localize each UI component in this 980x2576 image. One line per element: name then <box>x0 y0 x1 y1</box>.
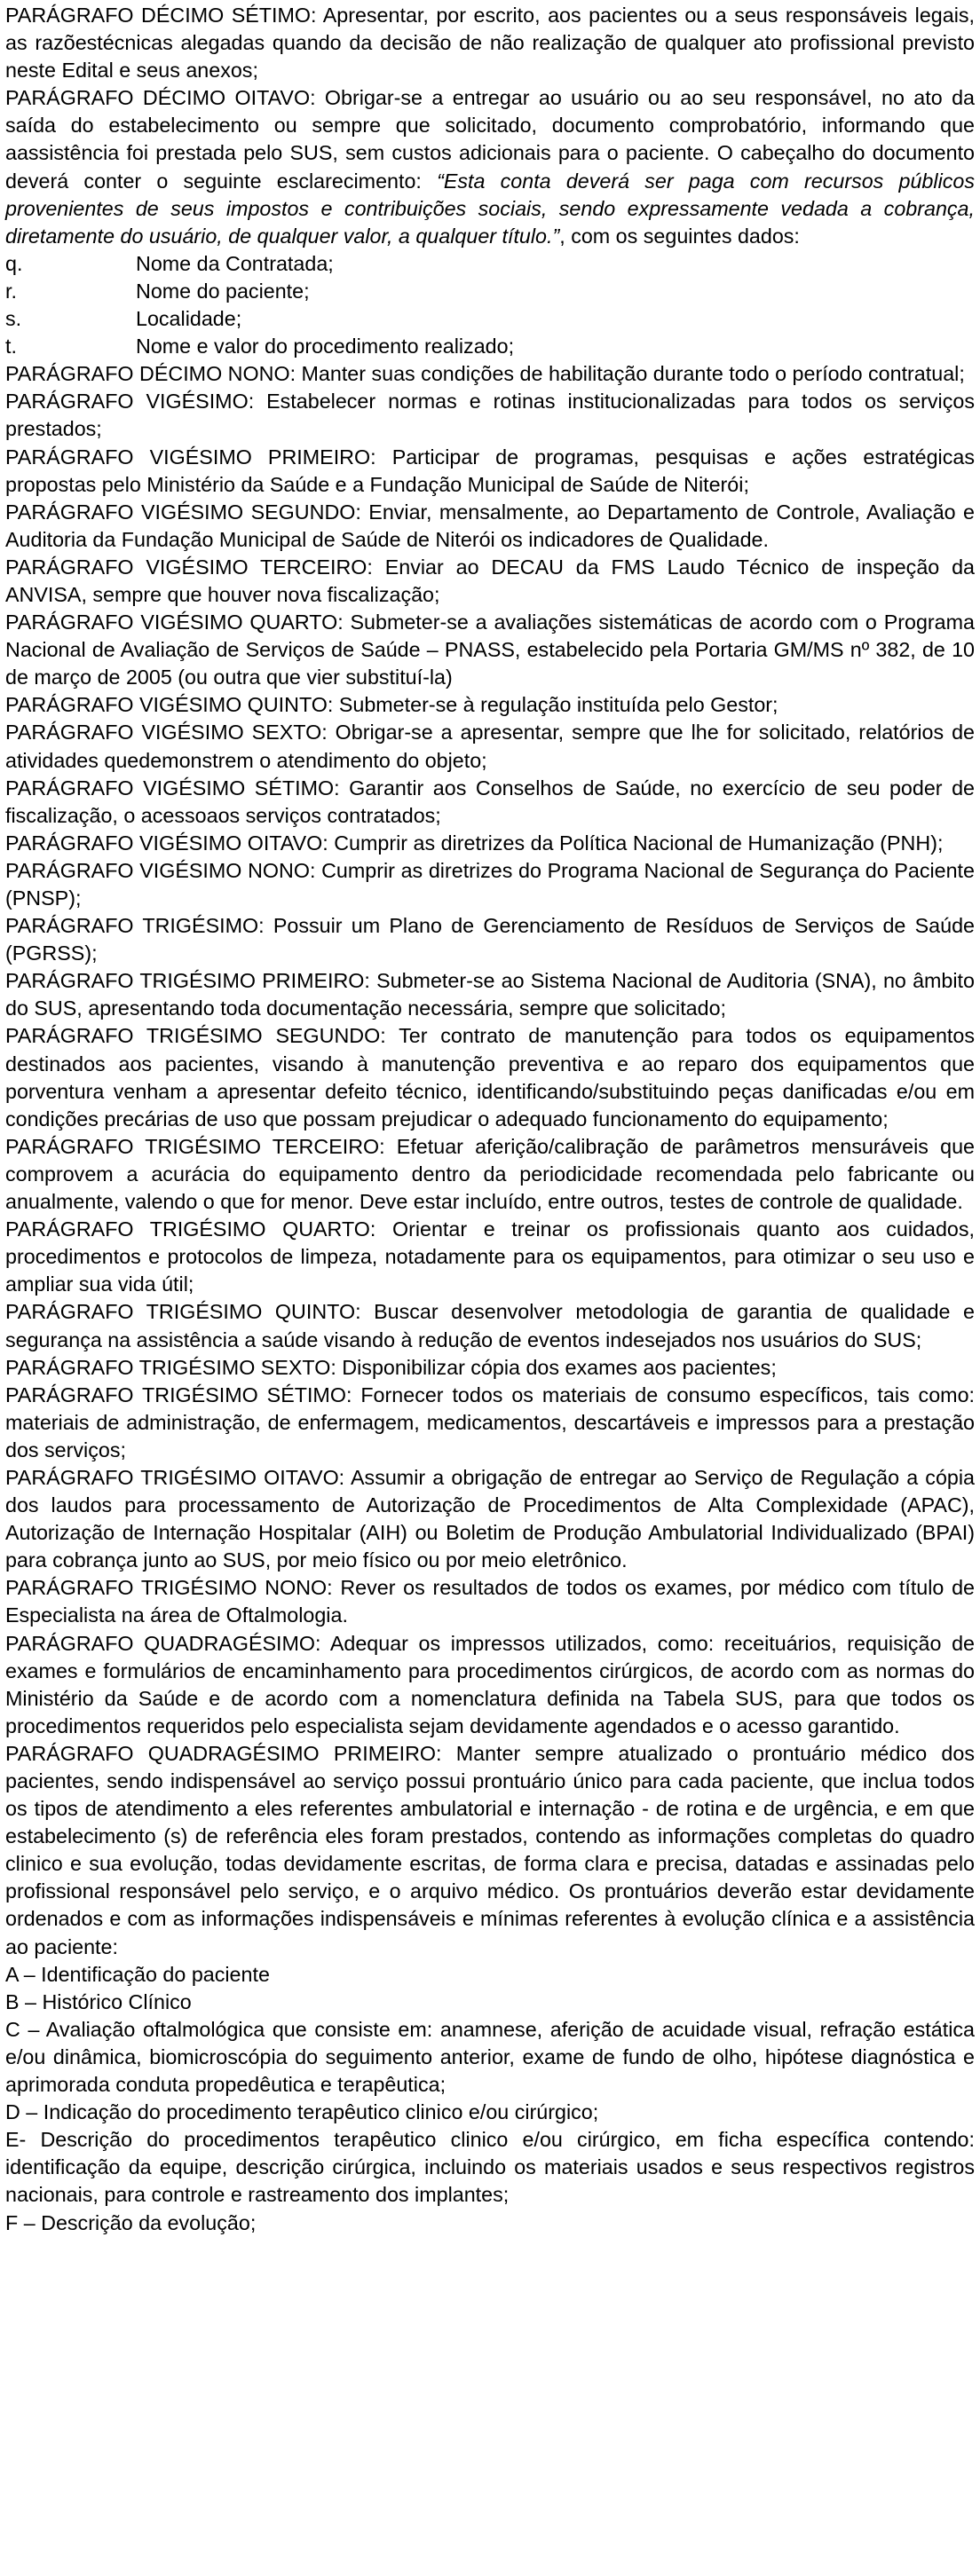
list-marker: q. <box>5 251 23 275</box>
paragraph-33: PARÁGRAFO TRIGÉSIMO TERCEIRO: Efetuar aferição/calibração de parâmetros mensuráveis que comprovem a acurácia do equipamento dentro da periodicidade recomendada pelo fabricante ou anualmente, valendo o que for menor. Deve estar incluído, entre outros, testes de controle de qualidade. <box>5 1134 975 1214</box>
list-marker: r. <box>5 279 17 303</box>
paragraph-30: PARÁGRAFO TRIGÉSIMO: Possuir um Plano de Gerenciamento de Resíduos de Serviços de Saúde (PGRSS); <box>5 914 975 965</box>
list-item-text: Nome do paciente; <box>136 279 310 303</box>
paragraph-20: PARÁGRAFO VIGÉSIMO: Estabelecer normas e rotinas institucionalizadas para todos os serviços prestados; <box>5 390 975 441</box>
list-item-text: Localidade; <box>136 307 242 331</box>
list-item-r <box>5 278 975 305</box>
record-item-d: D – Indicação do procedimento terapêutico clinico e/ou cirúrgico; <box>5 2100 599 2124</box>
paragraph-23: PARÁGRAFO VIGÉSIMO TERCEIRO: Enviar ao DECAU da FMS Laudo Técnico de inspeção da ANVISA, sempre que houver nova fiscalização; <box>5 555 975 606</box>
paragraph-38: PARÁGRAFO TRIGÉSIMO OITAVO: Assumir a obrigação de entregar ao Serviço de Regulação a cópia dos laudos para processamento de Autorização de Procedimentos de Alta Complexidade (APAC), Autorização de Internação Hospitalar (AIH) ou Boletim de Produção Ambulatorial Individualizado (BPAI) para cobrança junto ao SUS, por meio físico ou por meio eletrônico. <box>5 1465 975 1572</box>
record-item-e: E- Descrição do procedimentos terapêutico clinico e/ou cirúrgico, em ficha específica contendo: identificação da equipe, descrição cirúrgica, incluindo os materiais usados e seus respectivos registros nacionais, para controle e rastreamento dos implantes; <box>5 2128 975 2207</box>
paragraph-28: PARÁGRAFO VIGÉSIMO OITAVO: Cumprir as diretrizes da Política Nacional de Humanização (PNH); <box>5 831 944 855</box>
paragraph-41: PARÁGRAFO QUADRAGÉSIMO PRIMEIRO: Manter sempre atualizado o prontuário médico dos pacientes, sendo indispensável ao serviço possui prontuário único para cada paciente, que inclua todos os tipos de atendimento a eles referentes ambulatorial e internação - de rotina e de urgência, e em que estabelecimento (s) de referência eles foram prestados, contendo as informações completas do quadro clinico e sua evolução, todas devidamente escritas, de forma clara e precisa, datadas e assinadas pelo profissional responsável pelo serviço, e o arquivo médico. Os prontuários deverão estar devidamente ordenados e com as informações indispensáveis e mínimas referentes à evolução clínica e a assistência ao paciente: <box>5 1741 975 1958</box>
paragraph-18 <box>5 84 975 250</box>
paragraph-34: PARÁGRAFO TRIGÉSIMO QUARTO: Orientar e treinar os profissionais quanto aos cuidados, procedimentos e protocolos de limpeza, notadamente para os equipamentos, para otimizar o seu uso e ampliar sua vida útil; <box>5 1217 975 1296</box>
paragraph-39: PARÁGRAFO TRIGÉSIMO NONO: Rever os resultados de todos os exames, por médico com título de Especialista na área de Oftalmologia. <box>5 1576 975 1627</box>
paragraph-18-text: PARÁGRAFO DÉCIMO OITAVO: Obrigar-se a entregar ao usuário ou ao seu responsável, no ato da saída do estabelecimento ou sempre que solicitado, documento comprobatório, informando que aassistência foi prestada pelo SUS, sem custos adicionais para o paciente. O cabeçalho do documento deverá conter o seguinte esclarecimento: <box>5 86 975 193</box>
paragraph-31: PARÁGRAFO TRIGÉSIMO PRIMEIRO: Submeter-se ao Sistema Nacional de Auditoria (SNA), no âmbito do SUS, apresentando toda documentação necessária, sempre que solicitado; <box>5 969 975 1020</box>
paragraph-19: PARÁGRAFO DÉCIMO NONO: Manter suas condições de habilitação durante todo o período contratual; <box>5 362 965 386</box>
record-item-b: B – Histórico Clínico <box>5 1989 192 2013</box>
record-item-f: F – Descrição da evolução; <box>5 2210 257 2234</box>
record-item-a: A – Identificação do paciente <box>5 1962 270 1986</box>
paragraph-25: PARÁGRAFO VIGÉSIMO QUINTO: Submeter-se à regulação instituída pelo Gestor; <box>5 693 778 717</box>
paragraph-32: PARÁGRAFO TRIGÉSIMO SEGUNDO: Ter contrato de manutenção para todos os equipamentos destinados aos pacientes, visando à manutenção preventiva e ao reparo dos equipamentos que porventura venham a apresentar defeito técnico, identificando/substituindo peças danificadas e/ou em condições precárias de uso que possam prejudicar o adequado funcionamento do equipamento; <box>5 1024 975 1130</box>
paragraph-18-tail: , com os seguintes dados: <box>559 224 800 248</box>
paragraph-17: PARÁGRAFO DÉCIMO SÉTIMO: Apresentar, por escrito, aos pacientes ou a seus responsáveis legais, as razõestécnicas alegadas quando da decisão de não realização de qualquer ato profissional previsto neste Edital e seus anexos; <box>5 4 975 83</box>
paragraph-27: PARÁGRAFO VIGÉSIMO SÉTIMO: Garantir aos Conselhos de Saúde, no exercício de seu poder de fiscalização, o acessoaos serviços contratados; <box>5 776 975 827</box>
paragraph-29: PARÁGRAFO VIGÉSIMO NONO: Cumprir as diretrizes do Programa Nacional de Segurança do Paciente (PNSP); <box>5 858 975 910</box>
paragraph-18-quote: “Esta conta deverá ser paga com recursos públicos provenientes de seus impostos e contribuições sociais, sendo expressamente vedada a cobrança, diretamente do usuário, de qualquer valor, a qualquer título.” <box>5 169 975 248</box>
paragraph-21: PARÁGRAFO VIGÉSIMO PRIMEIRO: Participar de programas, pesquisas e ações estratégicas propostas pelo Ministério da Saúde e a Fundação Municipal de Saúde de Niterói; <box>5 445 975 496</box>
paragraph-36: PARÁGRAFO TRIGÉSIMO SEXTO: Disponibilizar cópia dos exames aos pacientes; <box>5 1355 777 1379</box>
paragraph-40: PARÁGRAFO QUADRAGÉSIMO: Adequar os impressos utilizados, como: receituários, requisição de exames e formulários de encaminhamento para procedimentos cirúrgicos, de acordo com as normas do Ministério da Saúde e de acordo com a nomenclatura definida na Tabela SUS, para que todos os procedimentos requeridos pelo especialista sejam devidamente agendados e o acesso garantido. <box>5 1631 975 1737</box>
list-marker: t. <box>5 335 17 358</box>
paragraph-22: PARÁGRAFO VIGÉSIMO SEGUNDO: Enviar, mensalmente, ao Departamento de Controle, Avaliação e Auditoria da Fundação Municipal de Saúde de Niterói os indicadores de Qualidade. <box>5 500 975 551</box>
paragraph-26: PARÁGRAFO VIGÉSIMO SEXTO: Obrigar-se a apresentar, sempre que lhe for solicitado, relatórios de atividades quedemonstrem o atendimento do objeto; <box>5 721 975 772</box>
paragraph-37: PARÁGRAFO TRIGÉSIMO SÉTIMO: Fornecer todos os materiais de consumo específicos, tais como: materiais de administração, de enfermagem, medicamentos, descartáveis e impressos para a prestação dos serviços; <box>5 1383 975 1461</box>
paragraph-24: PARÁGRAFO VIGÉSIMO QUARTO: Submeter-se a avaliações sistemáticas de acordo com o Programa Nacional de Avaliação de Serviços de Saúde – PNASS, estabelecido pela Portaria GM/MS nº 382, de 10 de março de 2005 (ou outra que vier substituí-la) <box>5 611 975 689</box>
list-item-s <box>5 305 975 333</box>
list-marker: s. <box>5 307 22 331</box>
record-item-c: C – Avaliação oftalmológica que consiste em: anamnese, aferição de acuidade visual, refração estática e/ou dinâmica, biomicroscópia do seguimento anterior, exame de fundo de olho, hipótese diagnóstica e aprimorada conduta propedêutica e terapêutica; <box>5 2017 975 2097</box>
paragraph-35: PARÁGRAFO TRIGÉSIMO QUINTO: Buscar desenvolver metodologia de garantia de qualidade e segurança na assistência a saúde visando à redução de eventos indesejados nos usuários do SUS; <box>5 1300 975 1351</box>
list-item-text: Nome da Contratada; <box>136 251 334 275</box>
list-item-t <box>5 333 975 360</box>
list-item-text: Nome e valor do procedimento realizado; <box>136 335 515 358</box>
list-item-q <box>5 250 975 278</box>
